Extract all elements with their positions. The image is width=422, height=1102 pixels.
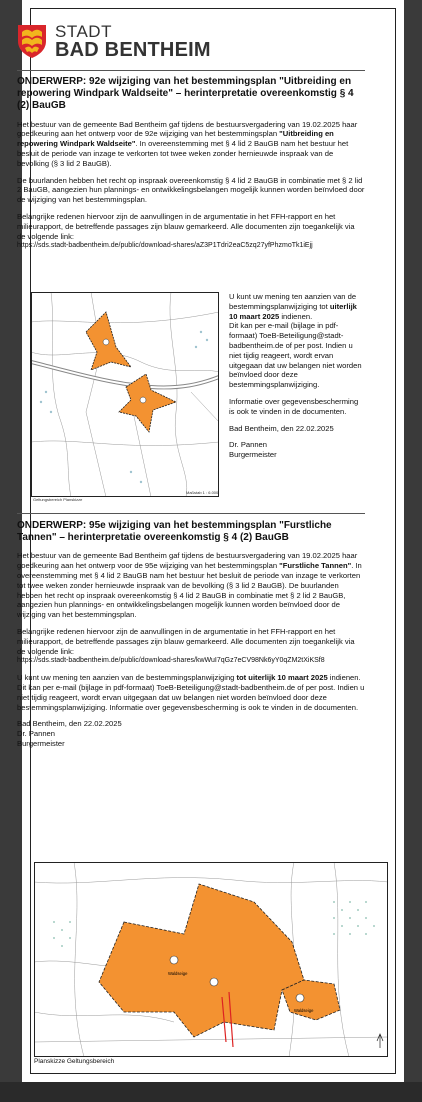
notice2-map-caption: Planskizze Geltungsbereich: [34, 1058, 115, 1065]
notice1-plan-map: [31, 292, 219, 497]
notice1-title: ONDERWERP: 92e wijziging van het bestemmingsplan "Uitbreiding en repowering Windpark Waldseite" – herinterpretatie overeenkomstig § 4 (2) BauGB: [17, 76, 354, 112]
notice2-signatory-role: Burgermeister: [17, 738, 65, 748]
notice2-paragraph2: Belangrijke redenen hiervoor zijn de aanvullingen in de argumentatie in het FFH-rapport en het milieurapport, de betreffende passages zijn blauw gemarkeerd. Alle documenten zijn toegankelijk via de volgende link:: [17, 626, 355, 656]
notice2-map-label1: Waldseige: [168, 971, 188, 976]
notice1-paragraph2: De buurlanden hebben het recht op inspraak overeenkomstig § 4 lid 2 BauGB in combinatie met § 2 lid 2 BauGB, aangezien hun plannings- en ontwikkelingsbelangen mogelijk kunnen worden beïnvloed door de wijziging van het bestemmingsplan.: [17, 175, 365, 205]
notice2-map-label2: Waldseige: [294, 1008, 314, 1013]
header-rule: [17, 70, 365, 71]
notice1-signatory-role: Burgermeister: [229, 450, 277, 460]
page-bottom-band: [0, 1082, 422, 1102]
city-crest-icon: [17, 23, 47, 59]
notice1-place-date: Bad Bentheim, den 22.02.2025: [229, 423, 334, 433]
notice1-submission-info: Dit kan per e-mail (bijlage in pdf-formaat) ToeB-Beteiligung@stadt-badbentheim.de of per post. Indien u niet tijdig reageert, wordt ervan uitgegaan dat uw belangen niet worden beïnvloed door deze bestemmingsplanwijziging.: [229, 321, 362, 390]
notice1-link[interactable]: https://sds.stadt-badbentheim.de/public/download-shares/aZ3P1Tdri2eaC5zq27yfPhzmoTk1iEjj: [17, 242, 313, 250]
notice1-map-caption: Geltungsbereich Planskizze: [33, 497, 83, 502]
notice2-title: ONDERWERP: 95e wijziging van het bestemmingsplan "Furstliche Tannen" – herinterpretatie overeenkomstig § 4 (2) BauGB: [17, 520, 332, 544]
brand: [55, 23, 211, 60]
notice2-signatory: Dr. Pannen: [17, 729, 55, 739]
notice1-paragraph3: Belangrijke redenen hiervoor zijn de aanvullingen in de argumentatie in het FFH-rapport en het milieurapport, de betreffende passages zijn blauw gemarkeerd. Alle documenten zijn toegankelijk via de volgende link:: [17, 211, 355, 241]
notice2: [17, 520, 365, 749]
notice2-link[interactable]: https://sds.stadt-badbentheim.de/public/download-shares/kwWuI7qGz7eCV98Nk6yY0qZM2tXiKSf8: [17, 657, 325, 665]
notice1-paragraph1: Het bestuur van de gemeente Bad Bentheim gaf tijdens de bestuursvergadering van 19.02.2025 haar goedkeuring aan het ontwerp voor de 92e wijziging van het bestemmingsplan "Uitbreiding en repowering Windpark Waldseite". In overeenstemming met § 4 lid 2 BauGB nam het bestuur het besluit de periode van inzage te verkorten tot twee weken zonder hernieuwde inspraak van de bevolking (§ 3 lid 2 BauGB).: [17, 119, 358, 168]
notice1-side-text: [229, 292, 365, 460]
notice1-plan-name: "Uitbreiding en repowering Windpark Waldseite": [17, 129, 334, 149]
notice2-paragraph1: Het bestuur van de gemeente Bad Bentheim gaf tijdens de bestuursvergadering van 19.02.2025 haar goedkeuring aan het ontwerp voor de 95e wijziging van het bestemmingsplan "Furstliche Tannen". In overeenstemming met § 4 lid 2 BauGB nam het bestuur het besluit de periode van inzage te verkorten tot twee weken zonder hernieuwde inspraak van de bevolking (§ 3 lid 2 BauGB). De buurlanden hebben het recht op inspraak overeenkomstig § 4 lid 2 BauGB in combinatie met § 2 lid 2 BauGB, aangezien hun plannings- en ontwikkelingsbelangen mogelijk kunnen worden beïnvloed door de wijziging van het bestemmingsplan.: [17, 551, 362, 620]
notice2-plan-name: "Furstliche Tannen": [279, 561, 352, 571]
notice1-deadline: U kunt uw mening ten aanzien van de bestemmingsplanwijziging tot uiterlijk 10 maart 2025 indienen.: [229, 292, 357, 321]
notice1-privacy: Informatie over gegevensbescherming is ook te vinden in de documenten.: [229, 396, 359, 416]
brand-line2: BAD BENTHEIM: [55, 38, 211, 61]
notice1-map-scale: Maßstab 1 : 6.000: [186, 490, 219, 495]
brand-line1: STADT: [55, 21, 112, 41]
notice2-place-date: Bad Bentheim, den 22.02.2025: [17, 719, 122, 729]
notice2-submission-info: Dit kan per e-mail (bijlage in pdf-formaat) ToeB-Beteiligung@stadt-badbentheim.de of per post. Indien u niet tijdig reageert, wordt ervan uitgegaan dat uw belangen niet worden beïnvloed door deze bestemmingsplanwijziging. Informatie over gegevensbescherming is ook te vinden in de documenten.: [17, 682, 365, 712]
notice2-deadline: U kunt uw mening ten aanzien van de bestemmingsplanwijziging tot uiterlijk 10 maart 2025 indienen.: [17, 673, 361, 683]
notice2-plan-map: [34, 862, 388, 1057]
header: [17, 16, 211, 66]
notice1: [17, 76, 365, 258]
section-divider: [17, 513, 365, 514]
notice1-signatory: Dr. Pannen: [229, 440, 267, 450]
